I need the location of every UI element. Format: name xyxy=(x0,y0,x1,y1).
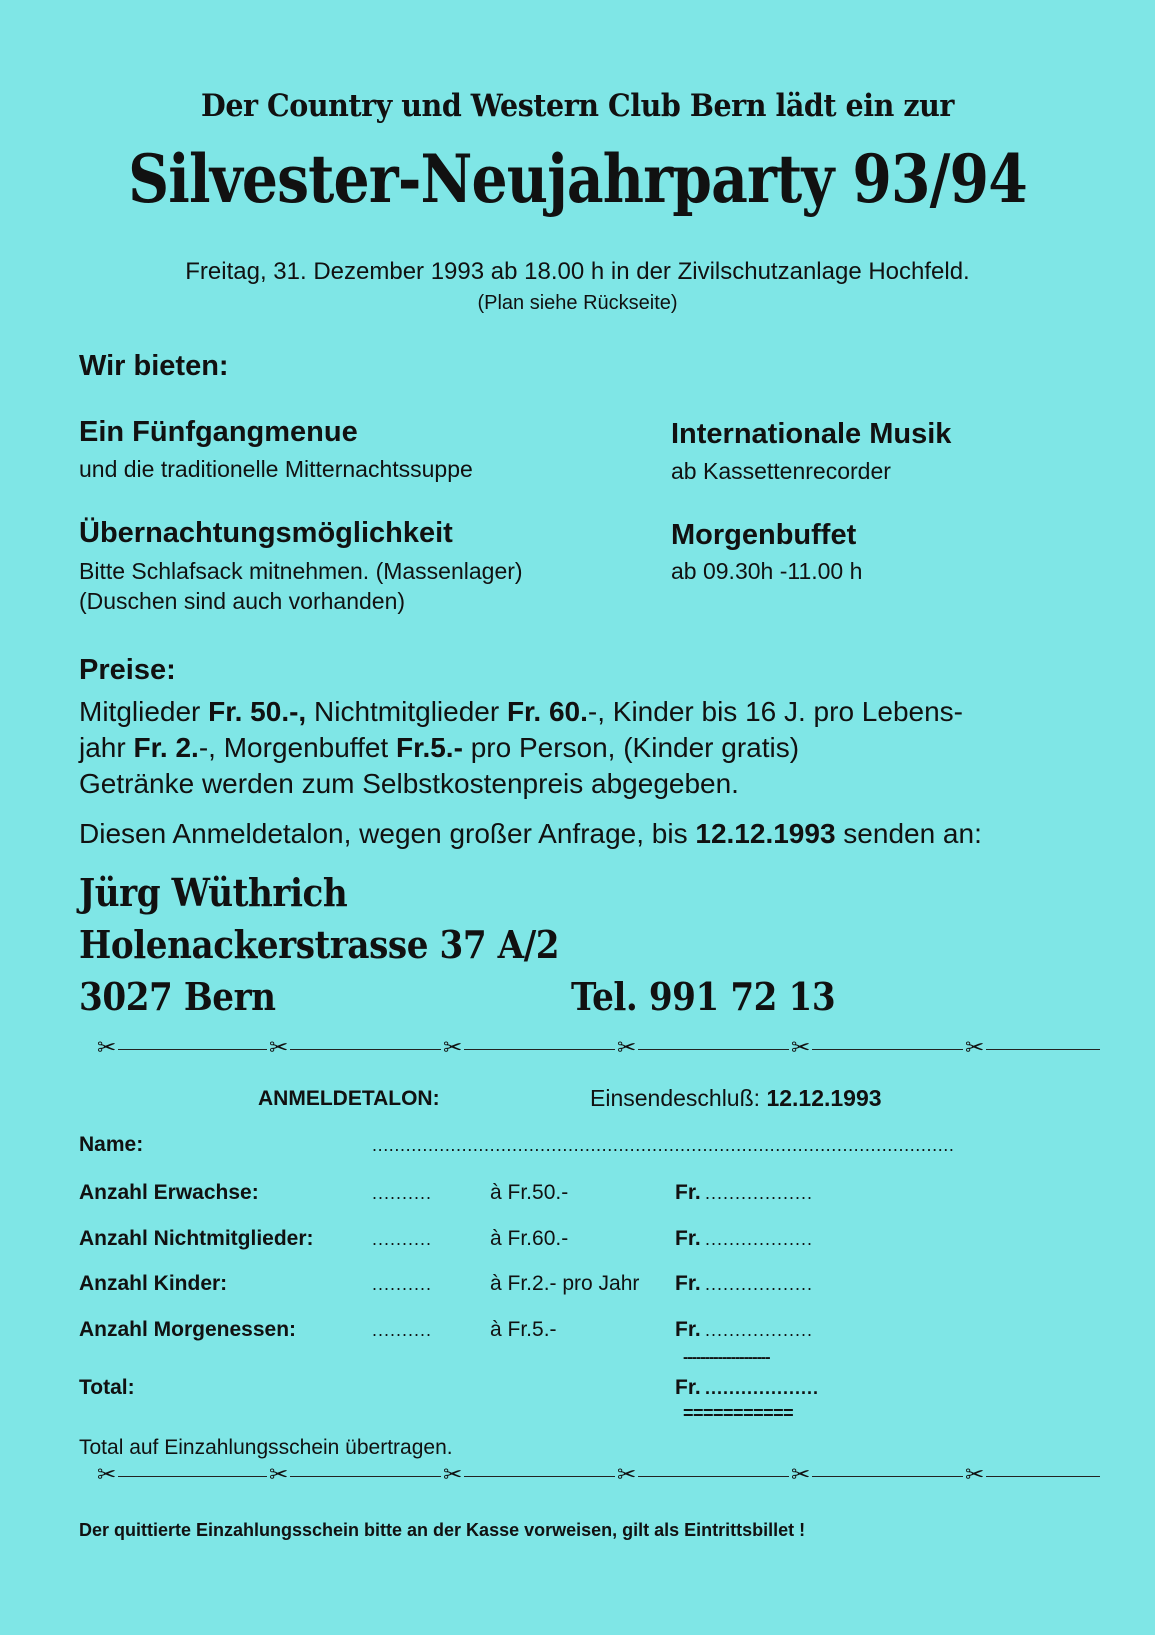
total-amount-field[interactable]: ................... xyxy=(705,1378,820,1398)
sum-line: -------------------- xyxy=(683,1349,770,1366)
scissors-icon: ✂ xyxy=(443,1461,463,1487)
offer-overnight-desc-2: (Duschen sind auch vorhanden) xyxy=(79,588,406,614)
prices-heading: Preise: xyxy=(79,654,176,686)
form-qty-field[interactable]: .......... xyxy=(372,1229,433,1249)
form-row-fr: Fr. xyxy=(675,1227,701,1250)
scissors-icon: ✂ xyxy=(617,1034,637,1060)
offer-breakfast-desc: ab 09.30h -11.00 h xyxy=(671,558,863,584)
scissors-icon: ✂ xyxy=(443,1034,463,1060)
footer-note: Der quittierte Einzahlungsschein bitte an der Kasse vorweisen, gilt als Eintrittsbillet ! xyxy=(79,1520,806,1540)
form-row-fr: Fr. xyxy=(675,1272,701,1295)
cut-line-top xyxy=(95,1034,1100,1060)
form-row-fr: Fr. xyxy=(675,1318,701,1341)
offer-menu-title: Ein Fünfgangmenue xyxy=(79,416,358,448)
total-fr: Fr. xyxy=(675,1376,701,1399)
form-deadline: Einsendeschluß: 12.12.1993 xyxy=(590,1085,882,1111)
form-amount-field[interactable]: .................. xyxy=(705,1320,814,1340)
form-row-price: à Fr.5.- xyxy=(490,1318,557,1341)
form-row-price: à Fr.60.- xyxy=(490,1227,569,1250)
transfer-note: Total auf Einzahlungsschein übertragen. xyxy=(79,1436,453,1459)
plan-note: (Plan siehe Rückseite) xyxy=(477,292,678,314)
contact-city: 3027 Bern xyxy=(79,974,276,1019)
prices-line-2: jahr Fr. 2.-, Morgenbuffet Fr.5.- pro Person, (Kinder gratis) xyxy=(79,732,800,763)
form-qty-field[interactable]: .......... xyxy=(372,1274,433,1294)
cut-line-bottom xyxy=(95,1461,1100,1487)
offer-menu-desc: und die traditionelle Mitternachtssuppe xyxy=(79,456,473,482)
scissors-icon: ✂ xyxy=(791,1461,811,1487)
form-row-label: Anzahl Erwachse: xyxy=(79,1181,259,1204)
scissors-icon: ✂ xyxy=(269,1461,289,1487)
total-label: Total: xyxy=(79,1376,135,1399)
form-amount-field[interactable]: .................. xyxy=(705,1229,814,1249)
send-instruction: Diesen Anmeldetalon, wegen großer Anfrage, bis 12.12.1993 senden an: xyxy=(79,818,982,849)
scissors-icon: ✂ xyxy=(97,1034,117,1060)
double-line: =========== xyxy=(683,1403,794,1423)
scissors-icon: ✂ xyxy=(965,1034,985,1060)
scissors-icon: ✂ xyxy=(965,1461,985,1487)
form-qty-field[interactable]: .......... xyxy=(372,1183,433,1203)
form-amount-field[interactable]: .................. xyxy=(705,1274,814,1294)
form-row-price: à Fr.2.- pro Jahr xyxy=(490,1272,640,1295)
offer-breakfast-title: Morgenbuffet xyxy=(671,519,857,551)
form-row-label: Anzahl Morgenessen: xyxy=(79,1318,297,1341)
form-amount-field[interactable]: .................. xyxy=(705,1183,814,1203)
offer-overnight-title: Übernachtungsmöglichkeit xyxy=(79,517,453,549)
form-row-label: Anzahl Nichtmitglieder: xyxy=(79,1227,314,1250)
form-title: ANMELDETALON: xyxy=(258,1087,440,1110)
offer-music-desc: ab Kassettenrecorder xyxy=(671,458,891,484)
scissors-icon: ✂ xyxy=(269,1034,289,1060)
form-row-price: à Fr.50.- xyxy=(490,1181,569,1204)
form-row-label: Anzahl Kinder: xyxy=(79,1272,228,1295)
form-row-fr: Fr. xyxy=(675,1181,701,1204)
offer-overnight-desc-1: Bitte Schlafsack mitnehmen. (Massenlager) xyxy=(79,558,523,584)
scissors-icon: ✂ xyxy=(791,1034,811,1060)
prices-line-1: Mitglieder Fr. 50.-, Nichtmitglieder Fr. 60.-, Kinder bis 16 J. pro Lebens- xyxy=(79,696,963,727)
contact-phone: Tel. 991 72 13 xyxy=(571,974,836,1019)
prices-line-3: Getränke werden zum Selbstkostenpreis abgegeben. xyxy=(79,768,739,799)
scissors-icon: ✂ xyxy=(97,1461,117,1487)
offer-music-title: Internationale Musik xyxy=(671,418,952,450)
scissors-icon: ✂ xyxy=(617,1461,637,1487)
event-date-line: Freitag, 31. Dezember 1993 ab 18.00 h in der Zivilschutzanlage Hochfeld. xyxy=(185,258,970,285)
contact-street: Holenackerstrasse 37 A/2 xyxy=(79,922,560,967)
event-title: Silvester-Neujahrparty 93/94 xyxy=(128,140,1027,218)
form-name-label: Name: xyxy=(79,1133,144,1156)
club-intro: Der Country und Western Club Bern lädt ein zur xyxy=(201,88,954,124)
offer-heading: Wir bieten: xyxy=(79,350,229,382)
form-name-field[interactable]: ........................................................................................................ xyxy=(372,1135,955,1155)
form-qty-field[interactable]: .......... xyxy=(372,1320,433,1340)
contact-name: Jürg Wüthrich xyxy=(79,870,348,915)
